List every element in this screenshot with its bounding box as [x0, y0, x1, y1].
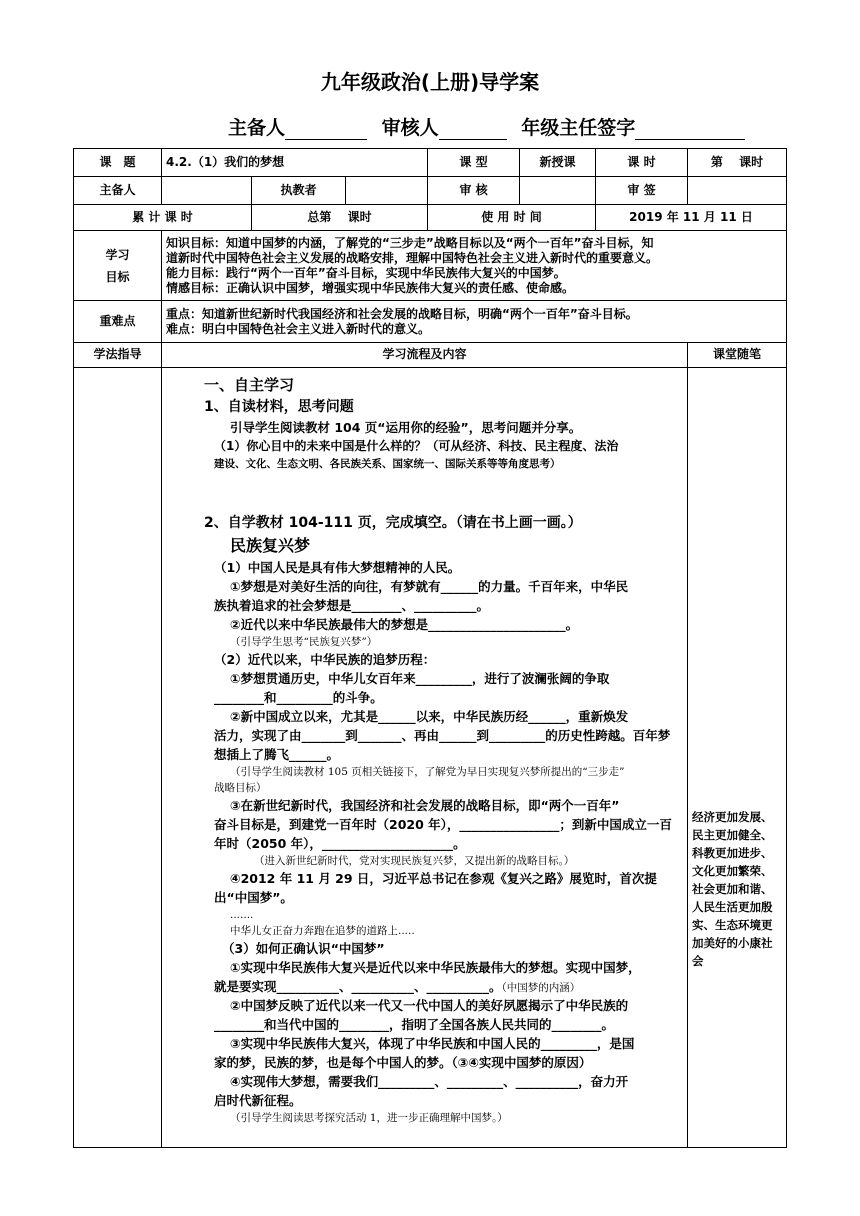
objective-line: 道新时代中国特色社会主义发展的战略安排，理解中国特色社会主义进入新时代的重要意义。 — [166, 250, 659, 265]
teacher-note: （引导学生思考“民族复兴梦”） — [230, 636, 378, 648]
ellipsis: ....... — [230, 909, 254, 921]
fill-blank: ①梦想贯通历史，中华儿女百年来_________，进行了波澜张阔的争取 — [230, 671, 610, 686]
objectives-row — [74, 231, 787, 301]
fill-blank: ③实现中华民族伟大复兴，体现了中华民族和中国人民的_________，是国 — [230, 1036, 635, 1051]
objectives-content — [162, 231, 787, 301]
notes-header: 课堂随笔 — [688, 343, 787, 368]
course-label: 课 题 — [74, 149, 162, 177]
spacer — [174, 472, 681, 512]
paragraph: 出“中国梦”。 — [214, 890, 293, 905]
cumulative-label: 累 计 课 时 — [74, 205, 252, 231]
teacher-note: （引导学生阅读思考探究活动 1，进一步正确理解中国梦。） — [230, 1112, 508, 1124]
period-value: 第 课时 — [688, 149, 787, 177]
review-label: 审 核 — [428, 177, 520, 205]
director-blank — [635, 119, 745, 140]
keypoints-label: 重难点 — [74, 301, 162, 343]
type-value: 新授课 — [520, 149, 596, 177]
keypoints-content — [162, 301, 787, 343]
paragraph: （1）中国人民是具有伟大梦想精神的人民。 — [214, 560, 461, 575]
section-heading: 一、自主学习 — [204, 376, 295, 394]
info-row-3 — [74, 205, 787, 231]
keypoint-line: 重点：知道新世纪新时代我国经济和社会发展的战略目标，明确“两个一百年”奋斗目标。 — [166, 306, 638, 321]
info-row-2 — [74, 177, 787, 205]
fill-blank: 族执着追求的社会梦想是________、__________。 — [214, 598, 490, 613]
fill-blank: 活力，实现了由_______到_______、再由______到_________的历史性跨越。百年梦 — [214, 728, 671, 743]
method-header: 学法指导 — [74, 343, 162, 368]
date-value: 2019 年 11 月 11 日 — [596, 205, 787, 231]
teacher-note: 战略目标） — [214, 782, 267, 794]
objective-line: 情感目标：正确认识中国梦，增强实现中华民族伟大复兴的责任感、使命感。 — [166, 280, 575, 295]
fill-blank-text: 就是要实现__________、__________、__________。 — [214, 979, 502, 994]
paragraph: ④2012 年 11 月 29 日，习近平总书记在参观《复兴之路》展览时，首次提 — [230, 871, 657, 886]
lesson-plan-table — [73, 148, 787, 1148]
reviewer-label: 审核人 — [381, 117, 439, 139]
fill-blank: 家的梦，民族的梦，也是每个中国人的梦。（③④实现中国梦的原因） — [214, 1055, 592, 1070]
question-line: （1）你心目中的未来中国是什么样的？（可从经济、科技、民主程度、法治 — [214, 439, 619, 453]
teacher-label: 执教者 — [252, 177, 346, 205]
info-row-1 — [74, 149, 787, 177]
type-label: 课 型 — [428, 149, 520, 177]
main-content-row — [74, 368, 787, 1148]
course-value: 4.2.（1）我们的梦想 — [162, 149, 428, 177]
fill-blank: ①梦想是对美好生活的向往，有梦就有______的力量。千百年来，中华民 — [230, 579, 629, 594]
process-content — [162, 368, 688, 1148]
fill-blank: 年时（2050 年），_____________________。 — [214, 836, 466, 851]
fill-blank: 想插上了腾飞______。 — [214, 747, 340, 762]
sign-label: 审 签 — [596, 177, 688, 205]
total-label: 总第 课时 — [252, 205, 428, 231]
sign-value — [688, 177, 787, 205]
process-header: 学习流程及内容 — [162, 343, 688, 368]
preparer-cell-label: 主备人 — [74, 177, 162, 205]
page-title: 九年级政治(上册)导学案 — [320, 70, 540, 94]
objective-line: 能力目标：践行“两个一百年”奋斗目标，实现中华民族伟大复兴的中国梦。 — [166, 265, 566, 280]
objective-line: 知识目标：知道中国梦的内涵，了解党的“三步走”战略目标以及“两个一百年”奋斗目标，知 — [166, 235, 654, 250]
fill-blank: ②中国梦反映了近代以来一代又一代中国人的美好夙愿揭示了中华民族的 — [230, 998, 629, 1013]
fill-blank — [214, 977, 681, 996]
paragraph: 引导学生阅读教材 104 页“运用你的经验”，思考问题并分享。 — [230, 420, 582, 435]
keypoints-row — [74, 301, 787, 343]
review-value — [520, 177, 596, 205]
side-note: 经济更加发展、民主更加健全、科教更加进步、文化更加繁荣、社会更加和谐、人民生活更加殷实、生态环境更加美好的小康社会 — [688, 368, 787, 1148]
question-line: 建设、文化、生态文明、各民族关系、国家统一、国际关系等等角度思考） — [214, 458, 561, 470]
fill-blank: ________和_________的斗争。 — [214, 690, 383, 705]
teacher-value — [346, 177, 428, 205]
preparer-label: 主备人 — [228, 117, 286, 139]
preparer-cell-value — [162, 177, 252, 205]
column-header-row — [74, 343, 787, 368]
paragraph: （2）近代以来，中华民族的追梦历程： — [214, 652, 436, 667]
fill-blank: ②近代以来中华民族最伟大的梦想是______________________。 — [230, 617, 579, 632]
director-label: 年级主任签字 — [521, 117, 636, 139]
objectives-label-2: 目标 — [105, 269, 130, 284]
method-column — [74, 368, 162, 1148]
paragraph: 中华儿女正奋力奔跑在追梦的道路上..... — [230, 925, 415, 937]
fill-blank: 启时代新征程。 — [214, 1093, 302, 1108]
reviewer-blank — [439, 119, 507, 140]
signature-line — [228, 113, 745, 140]
period-label: 课 时 — [596, 149, 688, 177]
topic-heading: 民族复兴梦 — [230, 536, 311, 555]
subsection-heading: 1、自读材料，思考问题 — [204, 399, 354, 415]
fill-blank: 奋斗目标是，到建党一百年时（2020 年），________________；到新中国成立一百 — [214, 817, 672, 832]
fill-blank: ④实现伟大梦想，需要我们_________、_________、__________，奋力开 — [230, 1074, 629, 1089]
subsection-heading: 2、自学教材 104-111 页，完成填空。（请在书上画一画。） — [204, 515, 582, 531]
fill-blank: ①实现中华民族伟大复兴是近代以来中华民族最伟大的梦想。实现中国梦， — [230, 960, 641, 975]
objectives-label — [74, 231, 162, 301]
inline-note: （中国梦的内涵） — [501, 982, 581, 994]
preparer-blank — [285, 119, 367, 140]
teacher-note: （进入新世纪新时代，党对实现民族复兴梦，又提出新的战略目标。） — [254, 855, 575, 867]
paragraph: （3）如何正确认识“中国梦” — [222, 941, 385, 956]
fill-blank: ②新中国成立以来，尤其是______以来，中华民族历经______，重新焕发 — [230, 709, 629, 724]
fill-blank: ________和当代中国的________，指明了全国各族人民共同的________。 — [214, 1017, 615, 1032]
date-label: 使 用 时 间 — [428, 205, 596, 231]
objectives-label-1: 学习 — [105, 247, 130, 262]
teacher-note: （引导学生阅读教材 105 页相关链接下，了解党为早日实现复兴梦所提出的“三步走” — [230, 766, 625, 778]
keypoint-line: 难点：明白中国特色社会主义进入新时代的意义。 — [166, 321, 431, 336]
fill-blank: ③在新世纪新时代，我国经济和社会发展的战略目标，即“两个一百年” — [230, 798, 620, 813]
